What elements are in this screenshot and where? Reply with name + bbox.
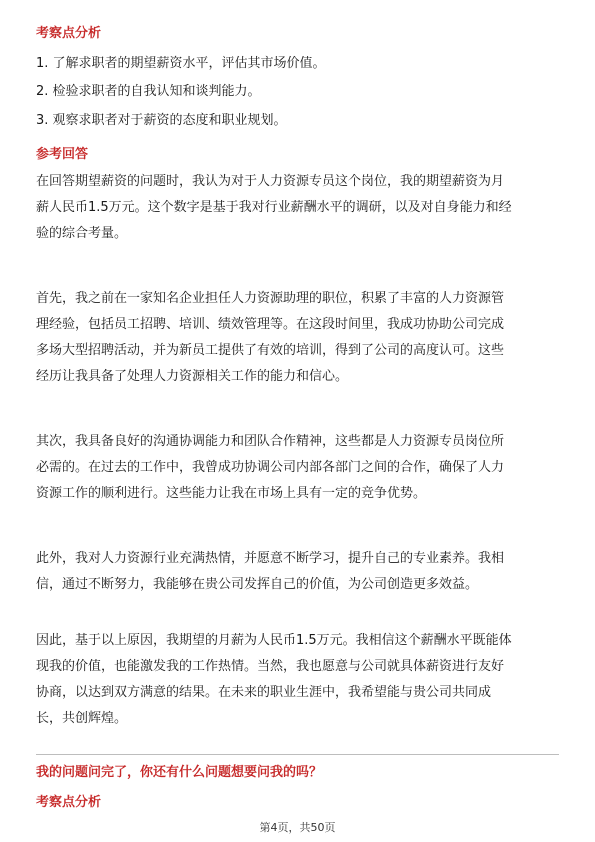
- text-line: 在回答期望薪资的问题时，我认为对于人力资源专员这个岗位，我的期望薪资为月: [36, 174, 505, 189]
- text-line: 信，通过不断努力，我能够在贵公司发挥自己的价值，为公司创造更多效益。: [36, 577, 479, 592]
- text-line: 资源工作的顺利进行。这些能力让我在市场上具有一定的竞争优势。: [36, 486, 427, 501]
- divider: [36, 754, 559, 755]
- text-line: 因此，基于以上原因，我期望的月薪为人民币1.5万元。我相信这个薪酬水平既能体: [36, 633, 512, 648]
- list-item: 1. 了解求职者的期望薪资水平，评估其市场价值。: [36, 56, 326, 71]
- answer-paragraph: [36, 169, 559, 247]
- text-line: 必需的。在过去的工作中，我曾成功协调公司内部各部门之间的合作，确保了人力: [36, 460, 505, 475]
- text-line: 其次，我具备良好的沟通协调能力和团队合作精神，这些都是人力资源专员岗位所: [36, 434, 505, 449]
- answer-paragraph: [36, 628, 559, 732]
- text-line: 长，共创辉煌。: [36, 711, 128, 726]
- text-line: 此外，我对人力资源行业充满热情，并愿意不断学习，提升自己的专业素养。我相: [36, 551, 505, 566]
- answer-paragraph: [36, 546, 559, 598]
- answer-paragraph: [36, 429, 559, 507]
- list-item: 2. 检验求职者的自我认知和谈判能力。: [36, 84, 261, 99]
- text-line: 理经验，包括员工招聘、培训、绩效管理等。在这段时间里，我成功协助公司完成: [36, 317, 505, 332]
- section-heading-answer: 参考回答: [36, 147, 89, 162]
- text-line: 多场大型招聘活动，并为新员工提供了有效的培训，得到了公司的高度认可。这些: [36, 343, 505, 358]
- next-question: 我的问题问完了，你还有什么问题想要问我的吗？: [36, 765, 323, 780]
- text-line: 经历让我具备了处理人力资源相关工作的能力和信心。: [36, 369, 349, 384]
- section-heading-analysis: 考察点分析: [36, 26, 102, 41]
- text-line: 首先，我之前在一家知名企业担任人力资源助理的职位，积累了丰富的人力资源管: [36, 291, 505, 306]
- text-line: 协商，以达到双方满意的结果。在未来的职业生涯中，我希望能与贵公司共同成: [36, 685, 492, 700]
- answer-paragraph: [36, 286, 559, 390]
- text-line: 验的综合考量。: [36, 226, 128, 241]
- list-item: 3. 观察求职者对于薪资的态度和职业规划。: [36, 113, 287, 128]
- text-line: 薪人民币1.5万元。这个数字是基于我对行业薪酬水平的调研，以及对自身能力和经: [36, 200, 512, 215]
- section-heading-analysis: 考察点分析: [36, 795, 102, 810]
- page-number: 第4页，共50页: [259, 821, 336, 834]
- text-line: 现我的价值，也能激发我的工作热情。当然，我也愿意与公司就具体薪资进行友好: [36, 659, 505, 674]
